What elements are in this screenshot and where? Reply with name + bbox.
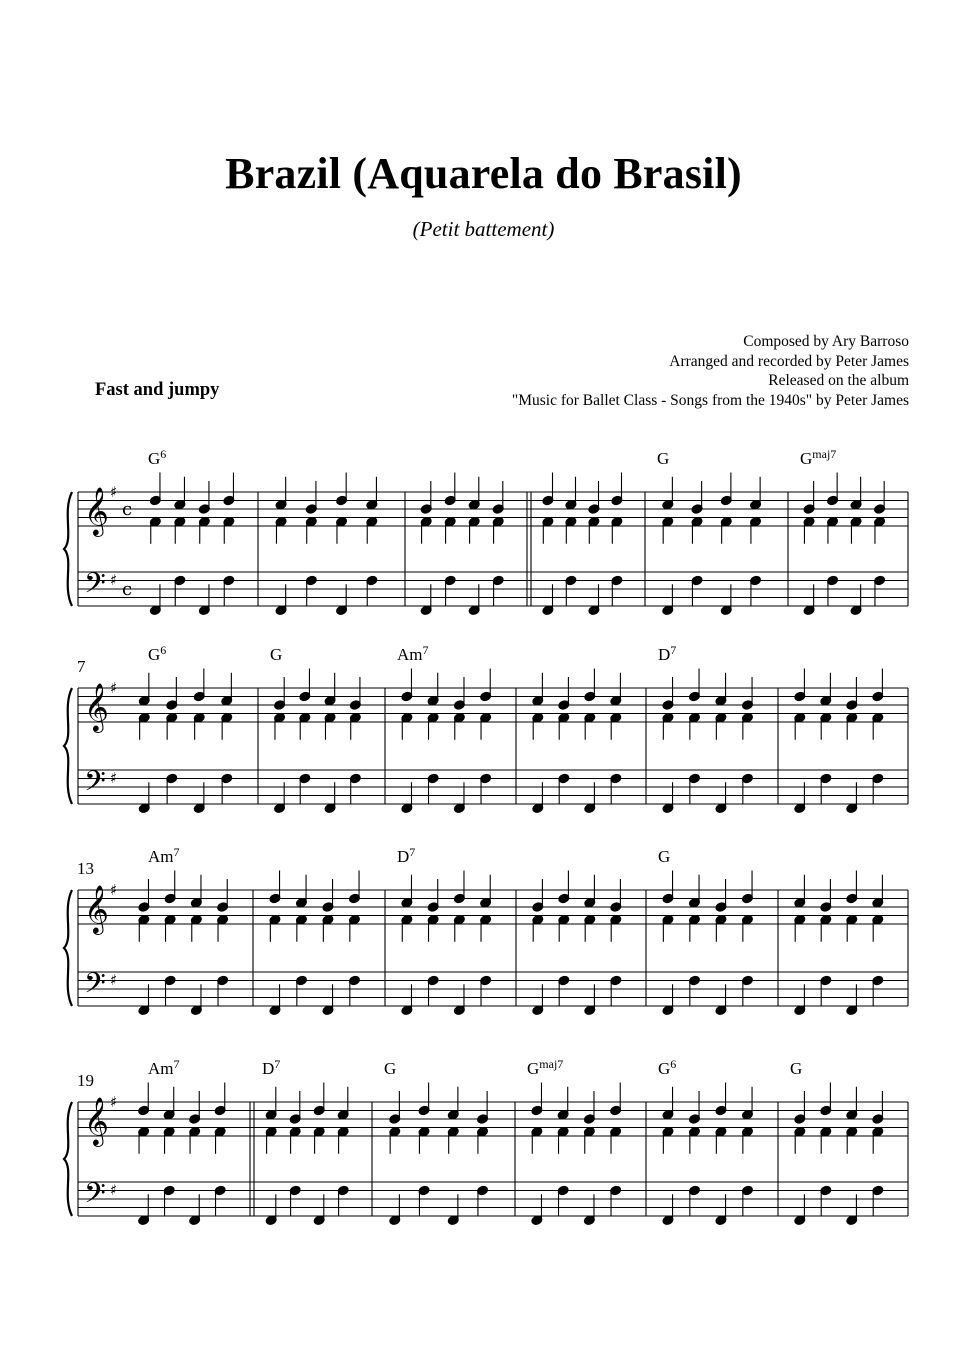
key-sharp-icon: ♯ [110, 571, 118, 589]
chord-symbol: G [384, 1059, 397, 1078]
bass-clef-icon: 𝄢 [84, 567, 106, 607]
score-subtitle: (Petit battement) [412, 217, 555, 241]
chord-symbol: $D^7$ [262, 1057, 281, 1078]
chord-symbol: G [658, 847, 671, 866]
treble-clef-icon: 𝄞 [84, 1096, 109, 1145]
measure-number: 19 [77, 1071, 94, 1090]
chord-symbol: G [657, 449, 670, 468]
chord-symbol: G [270, 645, 283, 664]
time-signature: c [122, 499, 133, 520]
score-title: Brazil (Aquarela do Brasil) [225, 149, 742, 198]
key-sharp-icon: ♯ [110, 1181, 118, 1199]
arranger-credit: Arranged and recorded by Peter James [669, 352, 909, 370]
release-credit: Released on the album [768, 372, 909, 389]
bass-clef-icon: 𝄢 [84, 765, 106, 805]
chord-symbol: $D^7$ [658, 643, 677, 664]
key-sharp-icon: ♯ [110, 971, 118, 989]
key-sharp-icon: ♯ [110, 679, 118, 697]
system-brace [64, 890, 72, 1006]
chord-symbol: $D^7$ [397, 845, 416, 866]
tempo-marking: Fast and jumpy [95, 380, 220, 400]
measure-number: 7 [77, 657, 86, 676]
chord-symbol: $G^6$ [148, 447, 167, 468]
treble-clef-icon: 𝄞 [84, 682, 109, 731]
chord-symbol: $G^{maj7}$ [527, 1057, 564, 1078]
system-brace [64, 492, 72, 606]
key-sharp-icon: ♯ [110, 769, 118, 787]
treble-clef-icon: 𝄞 [84, 884, 109, 933]
system-brace [64, 1102, 72, 1216]
key-sharp-icon: ♯ [110, 881, 118, 899]
chord-symbol: $G^6$ [148, 643, 167, 664]
key-sharp-icon: ♯ [110, 1093, 118, 1111]
chord-symbol: G [790, 1059, 803, 1078]
measure-number: 13 [77, 859, 94, 878]
bass-clef-icon: 𝄢 [84, 967, 106, 1007]
system-brace [64, 688, 72, 804]
treble-clef-icon: 𝄞 [84, 486, 109, 535]
composer-credit: Composed by Ary Barroso [743, 333, 909, 350]
time-signature: c [122, 579, 133, 600]
chord-symbol: $G^{maj7}$ [800, 447, 837, 468]
chord-symbol: Am$^7$ [148, 1057, 180, 1078]
chord-symbol: Am$^7$ [397, 643, 429, 664]
chord-symbol: $G^6$ [658, 1057, 677, 1078]
bass-clef-icon: 𝄢 [84, 1177, 106, 1217]
key-sharp-icon: ♯ [110, 483, 118, 501]
album-credit: "Music for Ballet Class - Songs from the 1940s" by Peter James [511, 391, 909, 409]
chord-symbol: Am$^7$ [148, 845, 180, 866]
